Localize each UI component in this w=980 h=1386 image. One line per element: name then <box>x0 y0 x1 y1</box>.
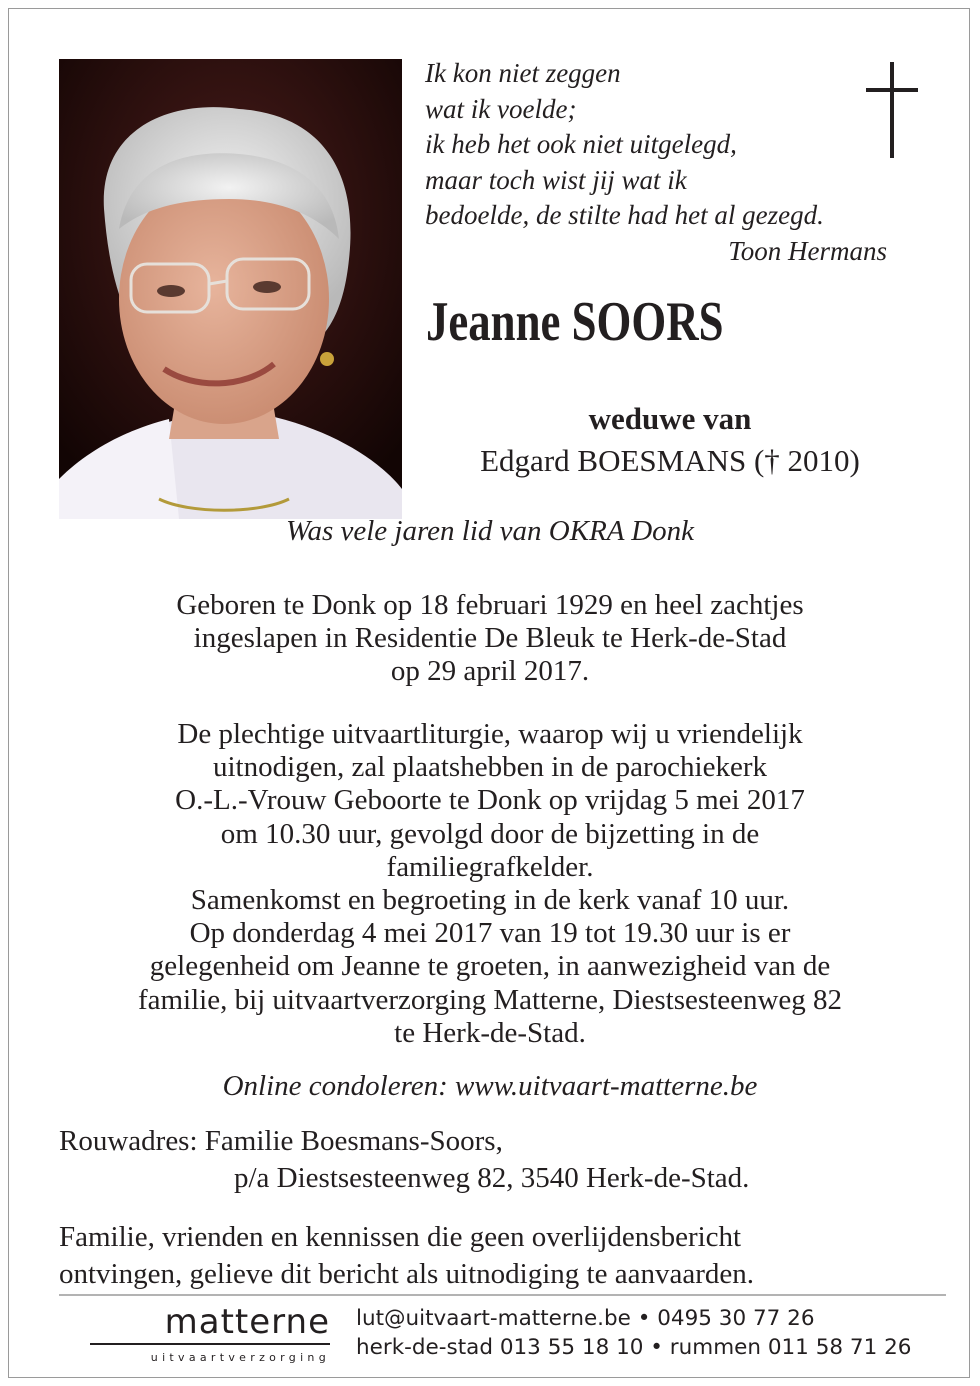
spouse-name: Edgard BOESMANS († 2010) <box>480 443 860 478</box>
text-line: op 29 april 2017. <box>390 655 590 688</box>
poem-line: bedoelde, de stilte had het al gezegd. <box>425 200 824 230</box>
text-line: familie, bij uitvaartverzorging Matterne, Diestsesteenweg 82 <box>137 983 843 1016</box>
matterne-logo <box>90 1302 330 1364</box>
logo-underline <box>90 1343 330 1345</box>
logo-name: matterne <box>164 1302 330 1342</box>
portrait-photo <box>59 59 402 519</box>
text-line: Geboren te Donk op 18 februari 1929 en heel zachtjes <box>176 589 804 621</box>
text-line: uitnodigen, zal plaatshebben in de parochiekerk <box>212 751 768 784</box>
footer-divider <box>59 1294 946 1296</box>
poem-line: ik heb het ook niet uitgelegd, <box>425 129 737 159</box>
address-line: Rouwadres: Familie Boesmans-Soors, <box>59 1125 503 1157</box>
logo-subtitle: uitvaartverzorging <box>150 1351 330 1364</box>
membership-line: Was vele jaren lid van OKRA Donk <box>285 515 695 547</box>
contact-info <box>356 1304 911 1362</box>
text-line: familiegrafkelder. <box>386 850 594 883</box>
widow-label: weduwe van <box>588 401 752 436</box>
poem <box>425 56 895 269</box>
text-line: Samenkomst en begroeting in de kerk vanaf 10 uur. <box>190 884 790 917</box>
cross-icon <box>866 62 918 158</box>
text-line: ingeslapen in Residentie De Bleuk te Herk-de-Stad <box>193 622 787 655</box>
birth-death-paragraph <box>40 589 940 689</box>
text-line: te Herk-de-Stad. <box>394 1016 586 1049</box>
text-line: ontvingen, gelieve dit bericht als uitnodiging te aanvaarden. <box>59 1258 754 1290</box>
condolence-link[interactable]: Online condoleren: www.uitvaart-matterne.be <box>222 1070 758 1102</box>
text-line: gelegenheid om Jeanne te groeten, in aanwezigheid van de <box>149 950 831 983</box>
text-line: De plechtige uitvaartliturgie, waarop wij u vriendelijk <box>177 718 803 750</box>
poem-line: maar toch wist jij wat ik <box>425 164 687 195</box>
contact-line: herk-de-stad 013 55 18 10 • rummen 011 58 71 26 <box>356 1335 912 1360</box>
notice-paragraph <box>59 1219 754 1293</box>
widow-block <box>410 398 930 482</box>
text-line: om 10.30 uur, gevolgd door de bijzetting in de <box>220 817 760 850</box>
text-line: Familie, vrienden en kennissen die geen overlijdensbericht <box>59 1221 742 1253</box>
poem-author: Toon Hermans <box>728 235 887 266</box>
address-line: p/a Diestsesteenweg 82, 3540 Herk-de-Stad. <box>234 1162 750 1194</box>
service-paragraph <box>40 718 940 1050</box>
contact-line[interactable]: lut@uitvaart-matterne.be • 0495 30 77 26 <box>356 1306 815 1331</box>
poem-line: Ik kon niet zeggen <box>425 58 621 88</box>
mourning-address <box>59 1123 749 1197</box>
text-line: Op donderdag 4 mei 2017 van 19 tot 19.30 uur is er <box>189 917 791 950</box>
text-line: O.-L.-Vrouw Geboorte te Donk op vrijdag 5 mei 2017 <box>175 784 805 817</box>
deceased-name: Jeanne SOORS <box>426 291 724 353</box>
poem-line: wat ik voelde; <box>425 93 577 124</box>
